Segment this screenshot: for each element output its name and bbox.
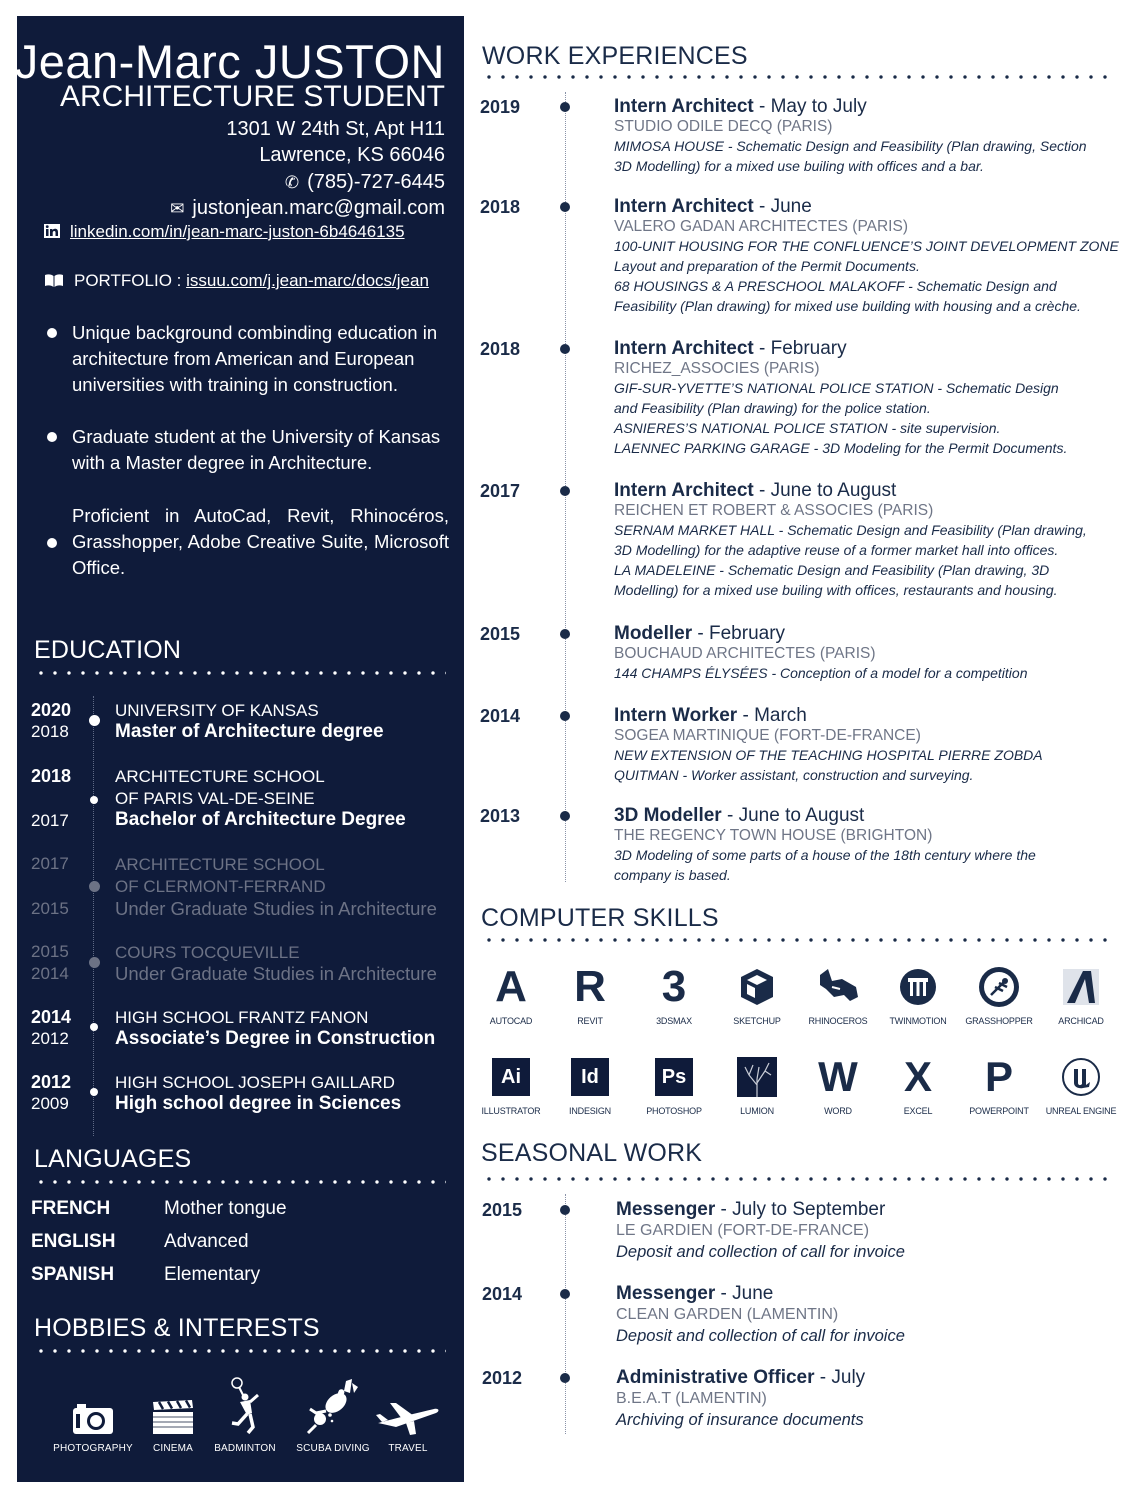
timeline-dot xyxy=(560,102,570,112)
word-icon: W xyxy=(818,1053,858,1100)
work-period: - June to August xyxy=(721,805,865,826)
excel-icon: X xyxy=(903,1053,932,1100)
seasonal-title: Messenger xyxy=(616,1199,716,1220)
section-divider xyxy=(482,1177,1116,1181)
education-school: ARCHITECTURE SCHOOL xyxy=(115,855,325,874)
section-divider xyxy=(34,1349,446,1353)
profile-text: Unique background combinding education in architecture from American and European universities with training in construction. xyxy=(72,322,438,395)
twinmotion-icon xyxy=(898,967,938,1007)
work-period: - February xyxy=(753,338,847,359)
skill-sketchup xyxy=(717,962,797,1026)
hobby-label: PHOTOGRAPHY xyxy=(53,1443,133,1454)
work-period: - March xyxy=(737,705,807,726)
work-period: - February xyxy=(692,623,786,644)
education-year-end: 2015 xyxy=(31,942,69,961)
language-level: Mother tongue xyxy=(164,1198,287,1219)
education-degree: Master of Architecture degree xyxy=(115,721,384,742)
seasonal-company: CLEAN GARDEN (LAMENTIN) xyxy=(616,1306,839,1323)
work-description: 100-UNIT HOUSING FOR THE CONFLUENCE’S JOINT DEVELOPMENT ZONE Layout and preparation of the Permit Documents. 68 HOUSINGS & A PRESCHOOL MALAKOFF - Schematic Design and Feasibility (Plan drawing) for mixed use building with housing and a crèche. xyxy=(614,238,1119,314)
education-timeline-line xyxy=(93,696,94,1136)
phone-icon: ✆ xyxy=(284,173,300,192)
work-description: 144 CHAMPS ÉLYSÉES - Conception of a model for a competition xyxy=(614,665,1028,681)
skill-label: INDESIGN xyxy=(569,1106,611,1116)
work-title: Modeller xyxy=(614,623,693,644)
portfolio-link[interactable]: issuu.com/j.jean-marc/docs/jean xyxy=(186,271,429,290)
language-level: Elementary xyxy=(164,1264,261,1285)
language-name: SPANISH xyxy=(31,1264,115,1285)
profile-bullet xyxy=(44,503,449,581)
illustrator-icon: Ai xyxy=(492,1058,530,1096)
address-line-2: Lawrence, KS 66046 xyxy=(259,144,445,166)
camera-icon xyxy=(71,1401,115,1435)
phone-number: (785)-727-6445 xyxy=(307,171,445,193)
book-icon xyxy=(44,273,64,287)
section-divider xyxy=(482,75,1116,79)
work-period: - June to August xyxy=(753,480,897,501)
seasonal-year: 2012 xyxy=(482,1368,523,1388)
sidebar xyxy=(14,16,464,1482)
work-description: MIMOSA HOUSE - Schematic Design and Feasibility (Plan drawing, Section 3D Modelling) for a mixed use builing with offices and a bar. xyxy=(614,138,1087,174)
envelope-icon: ✉ xyxy=(170,199,185,218)
skill-label: LUMION xyxy=(740,1106,774,1116)
timeline-dot xyxy=(560,1373,570,1383)
archicad-icon xyxy=(1061,967,1101,1007)
education-year-end: 2014 xyxy=(31,1007,72,1027)
skill-rhinoceros xyxy=(798,962,878,1026)
work-company: BOUCHAUD ARCHITECTES (PARIS) xyxy=(614,645,876,662)
language-row xyxy=(31,1231,249,1253)
bullet-dot xyxy=(47,328,57,338)
work-heading: WORK EXPERIENCES xyxy=(482,42,748,70)
hobbies-heading: HOBBIES & INTERESTS xyxy=(34,1314,320,1342)
candidate-role: ARCHITECTURE STUDENT xyxy=(59,80,445,113)
skill-powerpoint xyxy=(959,1052,1039,1116)
work-company: SOGEA MARTINIQUE (FORT-DE-FRANCE) xyxy=(614,727,921,744)
timeline-dot xyxy=(560,486,570,496)
work-title: Intern Architect xyxy=(614,196,754,217)
linkedin-link[interactable]: linkedin.com/in/jean-marc-juston-6b4646135 xyxy=(70,222,405,241)
revit-icon: R xyxy=(574,962,606,1011)
skill-label: GRASSHOPPER xyxy=(965,1016,1033,1026)
education-degree: Under Graduate Studies in Architecture xyxy=(115,963,437,984)
education-degree: Bachelor of Architecture Degree xyxy=(115,809,406,830)
skill-illustrator xyxy=(471,1052,551,1116)
skill-label: REVIT xyxy=(577,1016,603,1026)
skill-label: EXCEL xyxy=(903,1106,933,1116)
rhinoceros-icon xyxy=(816,967,860,1007)
address-line-1: 1301 W 24th St, Apt H11 xyxy=(226,118,445,140)
skill-word xyxy=(798,1052,878,1116)
seasonal-description: Deposit and collection of call for invoice xyxy=(616,1243,905,1261)
education-year-start: 2009 xyxy=(31,1094,69,1113)
work-year: 2019 xyxy=(480,97,521,117)
sketchup-icon xyxy=(737,967,777,1007)
skill-twinmotion xyxy=(878,962,958,1026)
work-year: 2018 xyxy=(480,339,521,359)
section-divider xyxy=(34,671,446,675)
work-company: RICHEZ_ASSOCIES (PARIS) xyxy=(614,360,820,377)
profile-bullet xyxy=(44,424,449,476)
languages-heading: LANGUAGES xyxy=(34,1145,192,1173)
skill-label: ILLUSTRATOR xyxy=(481,1106,541,1116)
skill-autocad xyxy=(471,962,551,1026)
work-company: VALERO GADAN ARCHITECTES (PARIS) xyxy=(614,218,908,235)
section-divider xyxy=(482,938,1116,942)
skill-label: TWINMOTION xyxy=(889,1016,947,1026)
education-year-start: 2017 xyxy=(31,811,69,830)
language-level: Advanced xyxy=(164,1231,249,1252)
skill-grasshopper xyxy=(959,962,1039,1026)
seasonal-heading: SEASONAL WORK xyxy=(481,1139,703,1167)
email-address[interactable]: justonjean.marc@gmail.com xyxy=(192,197,445,219)
work-title: Intern Architect xyxy=(614,338,754,359)
education-year-start: 2018 xyxy=(31,722,69,741)
lumion-icon xyxy=(737,1057,777,1097)
bullet-dot xyxy=(47,538,57,548)
indesign-icon: Id xyxy=(571,1058,609,1096)
seasonal-period: - July xyxy=(814,1367,866,1388)
bullet-dot xyxy=(47,432,57,442)
work-company: THE REGENCY TOWN HOUSE (BRIGHTON) xyxy=(614,827,933,844)
profile-text: Graduate student at the University of Kansas with a Master degree in Architecture. xyxy=(72,426,441,473)
skill-label: SKETCHUP xyxy=(733,1016,781,1026)
section-divider xyxy=(34,1180,446,1184)
seasonal-company: B.E.A.T (LAMENTIN) xyxy=(616,1390,767,1407)
portfolio-row xyxy=(44,271,429,291)
seasonal-timeline-line xyxy=(565,1194,566,1434)
badminton-icon xyxy=(228,1377,262,1435)
seasonal-year: 2014 xyxy=(482,1284,523,1304)
skill-archicad xyxy=(1041,962,1121,1026)
timeline-dot xyxy=(90,1023,98,1031)
education-year-start: 2012 xyxy=(31,1029,69,1048)
skill-photoshop xyxy=(634,1052,714,1116)
portfolio-label: PORTFOLIO : xyxy=(74,271,187,290)
hobby-label: SCUBA DIVING xyxy=(296,1443,370,1454)
powerpoint-icon: P xyxy=(984,1053,1013,1100)
photoshop-icon: Ps xyxy=(655,1058,693,1096)
hobby-label: TRAVEL xyxy=(388,1443,428,1454)
language-name: FRENCH xyxy=(31,1198,111,1219)
education-school: ARCHITECTURE SCHOOL xyxy=(115,767,325,786)
timeline-dot xyxy=(560,1205,570,1215)
profile-bullet xyxy=(44,320,449,398)
education-year-end: 2020 xyxy=(31,700,72,720)
work-description: NEW EXTENSION OF THE TEACHING HOSPITAL PIERRE ZOBDA QUITMAN - Worker assistant, construction and surveying. xyxy=(614,747,1043,783)
grasshopper-icon xyxy=(977,965,1021,1009)
timeline-dot xyxy=(90,1088,98,1096)
timeline-dot xyxy=(560,344,570,354)
skill-label: AUTOCAD xyxy=(489,1016,533,1026)
work-description: GIF-SUR-YVETTE’S NATIONAL POLICE STATION - Schematic Design and Feasibility (Plan drawing) for the police station. ASNIERES’S NATIONAL POLICE STATION - site supervision. LAENNEC PARKING GARAGE - 3D Modeling for the Permit Documents. xyxy=(614,380,1068,456)
skill-label: PHOTOSHOP xyxy=(646,1106,702,1116)
email-row xyxy=(170,197,445,220)
work-title: Intern Architect xyxy=(614,480,754,501)
skills-heading: COMPUTER SKILLS xyxy=(481,904,719,932)
phone-row xyxy=(285,171,445,194)
timeline-dot xyxy=(560,811,570,821)
education-year-start: 2014 xyxy=(31,964,69,983)
skill-3dsmax xyxy=(634,962,714,1026)
timeline-dot xyxy=(560,711,570,721)
education-school-line2: OF CLERMONT-FERRAND xyxy=(115,877,326,896)
autocad-icon: A xyxy=(495,962,527,1011)
skill-label: ARCHICAD xyxy=(1058,1016,1104,1026)
skill-label: 3DSMAX xyxy=(656,1016,692,1026)
hobby-travel xyxy=(358,1371,458,1454)
timeline-dot xyxy=(89,715,100,726)
seasonal-period: - July to September xyxy=(715,1199,886,1220)
profile-text: Proficient in AutoCad, Revit, Rhinocéros, Grasshopper, Adobe Creative Suite, Microsoft Office. xyxy=(72,505,449,578)
education-school-line2: OF PARIS VAL-DE-SEINE xyxy=(115,789,315,808)
seasonal-title: Messenger xyxy=(616,1283,716,1304)
education-school: COURS TOCQUEVILLE xyxy=(115,943,300,962)
education-year-end: 2017 xyxy=(31,854,69,873)
education-degree: High school degree in Sciences xyxy=(115,1093,402,1114)
work-title: Intern Architect xyxy=(614,96,754,117)
education-school: HIGH SCHOOL JOSEPH GAILLARD xyxy=(115,1073,395,1092)
skill-indesign xyxy=(550,1052,630,1116)
seasonal-year: 2015 xyxy=(482,1200,523,1220)
education-degree: Under Graduate Studies in Architecture xyxy=(115,898,437,919)
timeline-dot xyxy=(90,796,98,804)
work-year: 2017 xyxy=(480,481,521,501)
skill-label: WORD xyxy=(824,1106,852,1116)
airplane-icon xyxy=(376,1401,440,1435)
skill-revit xyxy=(550,962,630,1026)
work-year: 2013 xyxy=(480,806,521,826)
seasonal-period: - June xyxy=(715,1283,774,1304)
work-period: - May to July xyxy=(753,96,867,117)
timeline-dot xyxy=(560,202,570,212)
skill-lumion xyxy=(717,1052,797,1116)
seasonal-company: LE GARDIEN (FORT-DE-FRANCE) xyxy=(616,1222,870,1239)
education-year-start: 2015 xyxy=(31,899,69,918)
skill-label: RHINOCEROS xyxy=(808,1016,868,1026)
seasonal-description: Deposit and collection of call for invoice xyxy=(616,1327,905,1345)
work-description: SERNAM MARKET HALL - Schematic Design and Feasibility (Plan drawing, 3D Modelling) for the adaptive reuse of a former market hall into offices. LA MADELEINE - Schematic Design and Feasibility (Plan drawing, 3D Modelling) for a mixed use builing with offices, restaurants and housing. xyxy=(614,522,1087,598)
unreal-engine-icon xyxy=(1061,1057,1101,1097)
scuba-diver-icon xyxy=(306,1379,360,1435)
hobby-label: CINEMA xyxy=(152,1443,194,1454)
education-school: UNIVERSITY OF KANSAS xyxy=(115,701,319,720)
work-company: STUDIO ODILE DECQ (PARIS) xyxy=(614,118,833,135)
seasonal-description: Archiving of insurance documents xyxy=(616,1411,864,1429)
linkedin-icon xyxy=(44,224,60,238)
work-description: 3D Modeling of some parts of a house of the 18th century where the company is based. xyxy=(614,847,1036,883)
work-title: Intern Worker xyxy=(614,705,738,726)
education-school: HIGH SCHOOL FRANTZ FANON xyxy=(115,1008,369,1027)
work-year: 2014 xyxy=(480,706,521,726)
timeline-dot xyxy=(560,629,570,639)
timeline-dot xyxy=(89,881,100,892)
work-period: - June xyxy=(753,196,812,217)
education-heading: EDUCATION xyxy=(34,636,182,664)
candidate-name: Jean-Marc JUSTON xyxy=(14,35,445,88)
education-year-end: 2018 xyxy=(31,766,72,786)
work-year: 2015 xyxy=(480,624,521,644)
education-degree: Associate’s Degree in Construction xyxy=(115,1028,436,1049)
skill-label: POWERPOINT xyxy=(969,1106,1029,1116)
work-company: REICHEN ET ROBERT & ASSOCIES (PARIS) xyxy=(614,502,934,519)
language-row xyxy=(31,1198,287,1220)
3dsmax-icon: 3 xyxy=(661,962,687,1011)
work-year: 2018 xyxy=(480,197,521,217)
work-title: 3D Modeller xyxy=(614,805,722,826)
hobby-label: BADMINTON xyxy=(214,1443,276,1454)
skill-label: UNREAL ENGINE xyxy=(1045,1106,1117,1116)
education-year-end: 2012 xyxy=(31,1072,72,1092)
seasonal-title: Administrative Officer xyxy=(616,1367,815,1388)
language-row xyxy=(31,1264,260,1286)
timeline-dot xyxy=(560,1289,570,1299)
linkedin-row xyxy=(44,222,405,242)
timeline-dot xyxy=(89,957,100,968)
skill-unreal-engine xyxy=(1041,1052,1121,1116)
hobby-badminton xyxy=(195,1371,295,1454)
skill-excel xyxy=(878,1052,958,1116)
clapperboard-icon xyxy=(152,1399,194,1435)
language-name: ENGLISH xyxy=(31,1231,116,1252)
